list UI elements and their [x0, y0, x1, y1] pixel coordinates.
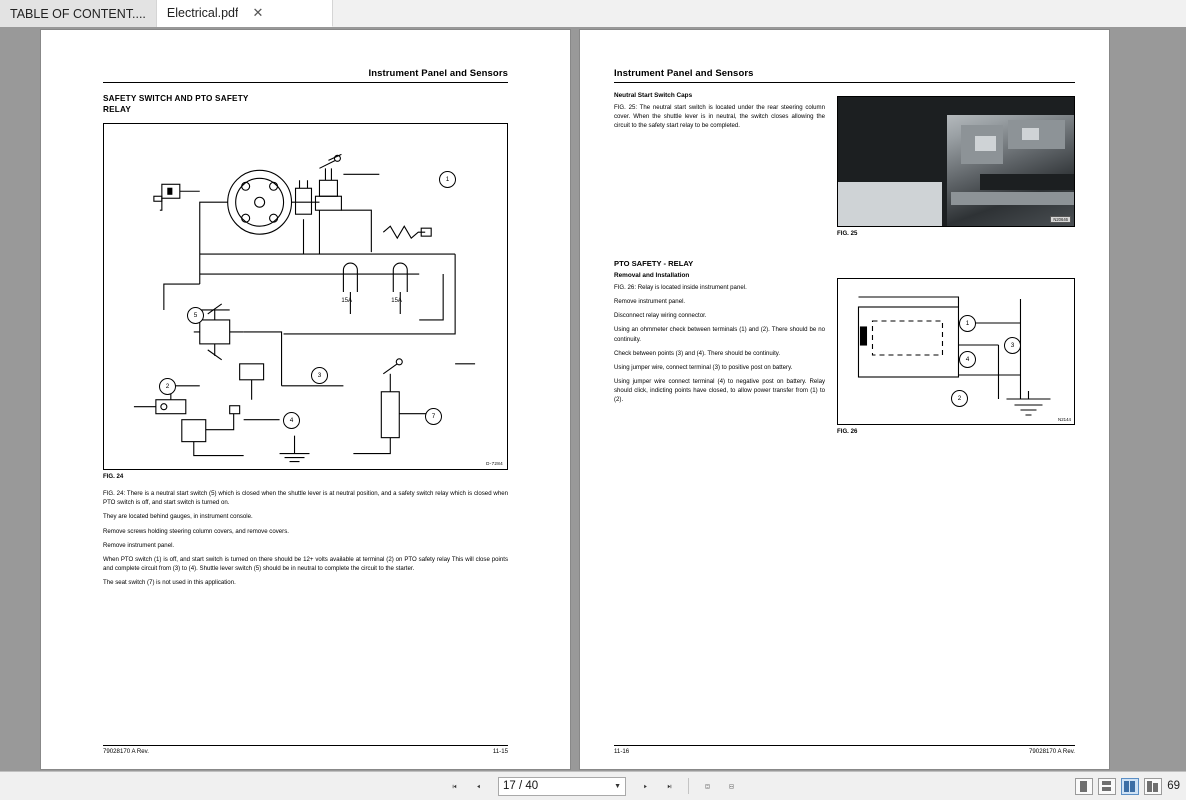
pdf-toolbar	[0, 771, 1186, 800]
close-icon[interactable]: ✕	[252, 5, 264, 20]
tab-electrical-pdf[interactable]	[157, 0, 333, 27]
paragraph: The seat switch (7) is not used in this application.	[103, 579, 236, 587]
paragraph: When PTO switch (1) is off, and start switch is turned on there should be 12+ volts available at terminal (2) on PTO safety relay This will close points and complete circuit from (3) to (4). Shuttle lever switch (5) should be in neutral to complete the circuit to the starter.	[103, 555, 508, 572]
paragraph: Remove instrument panel.	[614, 298, 686, 306]
paragraph: Using jumper wire connect terminal (4) to negative post on battery. Relay should click, indicting points have closed, to allow power transfer from (1) to (2).	[614, 377, 826, 404]
figure-24-caption: FIG. 24	[103, 473, 124, 481]
callout-4: 4	[959, 351, 976, 368]
toolbar-right-group	[1075, 778, 1180, 795]
callout-1: 1	[959, 315, 976, 332]
figure-id-code: D-7284	[486, 461, 503, 467]
page-number-input[interactable]	[498, 777, 626, 796]
page-left	[41, 30, 570, 769]
photo-id-tag: N20646	[1050, 216, 1071, 223]
paragraph: FIG. 25: The neutral start switch is located under the rear steering column cover. When the shuttle lever is in neutral, the switch closes allowing the circuit to the safety start relay to be completed.	[614, 104, 826, 130]
fit-page-icon[interactable]	[699, 778, 716, 795]
svg-text:15A: 15A	[391, 298, 402, 305]
paragraph: Remove screws holding steering column covers, and remove covers.	[103, 527, 289, 535]
last-page-icon[interactable]	[661, 778, 678, 795]
callout-5: 5	[187, 307, 204, 324]
facing-page-view-icon[interactable]	[1121, 778, 1139, 795]
tab-label: TABLE OF CONTENT....	[10, 6, 146, 21]
footer-page-number: 11-16	[614, 748, 630, 755]
section-subtitle-removal-installation: Removal and Installation	[614, 272, 690, 279]
page-header: Instrument Panel and Sensors	[614, 68, 1075, 83]
continuous-scroll-view-icon[interactable]	[1098, 778, 1116, 795]
svg-text:15A: 15A	[341, 298, 353, 305]
figure-26-relay-schematic	[837, 278, 1075, 425]
page-title-line1: SAFETY SWITCH AND PTO SAFETY	[103, 94, 249, 103]
next-page-icon[interactable]	[637, 778, 654, 795]
page-number-value: 17 / 40	[503, 780, 539, 792]
footer-document-number: 79028170 A Rev.	[1029, 748, 1075, 755]
figure-24-wiring-diagram	[103, 123, 508, 470]
tab-table-of-contents[interactable]	[0, 0, 157, 27]
previous-page-icon[interactable]	[470, 778, 487, 795]
page-footer	[103, 745, 508, 755]
callout-3: 3	[1004, 337, 1021, 354]
book-view-icon[interactable]	[1144, 778, 1162, 795]
paragraph: Using an ohmmeter check between terminals (1) and (2). There should be no continuity.	[614, 326, 826, 343]
first-page-icon[interactable]	[446, 778, 463, 795]
section-title-neutral-start-switch-caps: Neutral Start Switch Caps	[614, 92, 693, 99]
paragraph: FIG. 26: Relay is located inside instrument panel.	[614, 284, 747, 291]
zoom-level-value: 69	[1167, 780, 1180, 792]
single-page-view-icon[interactable]	[1075, 778, 1093, 795]
pdf-viewer-canvas[interactable]	[0, 27, 1186, 772]
callout-3: 3	[311, 367, 328, 384]
figure-id-code: N2144	[1058, 417, 1071, 422]
callout-2: 2	[159, 378, 176, 395]
callout-7: 7	[425, 408, 442, 425]
page-spread	[41, 30, 1109, 769]
page-right	[580, 30, 1109, 769]
chevron-down-icon[interactable]: ▼	[614, 782, 621, 790]
paragraph: Remove instrument panel.	[103, 541, 175, 549]
callout-1: 1	[439, 171, 456, 188]
paragraph: FIG. 24: There is a neutral start switch (5) which is closed when the shuttle lever is at neutral position, and a safety switch relay which is closed when PTO switch is off, and start switch is turned on.	[103, 490, 508, 507]
callout-2: 2	[951, 390, 968, 407]
figure-26-caption: FIG. 26	[837, 428, 858, 435]
figure-25-photo	[837, 96, 1075, 227]
figure-25-caption: FIG. 25	[837, 230, 858, 237]
footer-page-number: 11-15	[492, 748, 508, 755]
callout-4: 4	[283, 412, 300, 429]
paragraph: Using jumper wire, connect terminal (3) to positive post on battery.	[614, 363, 793, 371]
page-header: Instrument Panel and Sensors	[103, 68, 508, 83]
fit-width-icon[interactable]	[723, 778, 740, 795]
tab-label: Electrical.pdf	[166, 6, 239, 20]
paragraph: They are located behind gauges, in instrument console.	[103, 513, 253, 521]
tab-bar	[0, 0, 1186, 28]
section-title-pto-safety-relay: PTO SAFETY - RELAY	[614, 259, 694, 268]
paragraph: Disconnect relay wiring connector.	[614, 312, 707, 320]
footer-document-number: 79028170 A Rev.	[103, 748, 149, 755]
page-footer	[614, 745, 1075, 755]
tab-bar-empty-area	[333, 0, 1186, 27]
page-title-line2: RELAY	[103, 105, 131, 115]
paragraph: Check between points (3) and (4). There should be continuity.	[614, 349, 781, 357]
toolbar-divider	[688, 778, 689, 794]
